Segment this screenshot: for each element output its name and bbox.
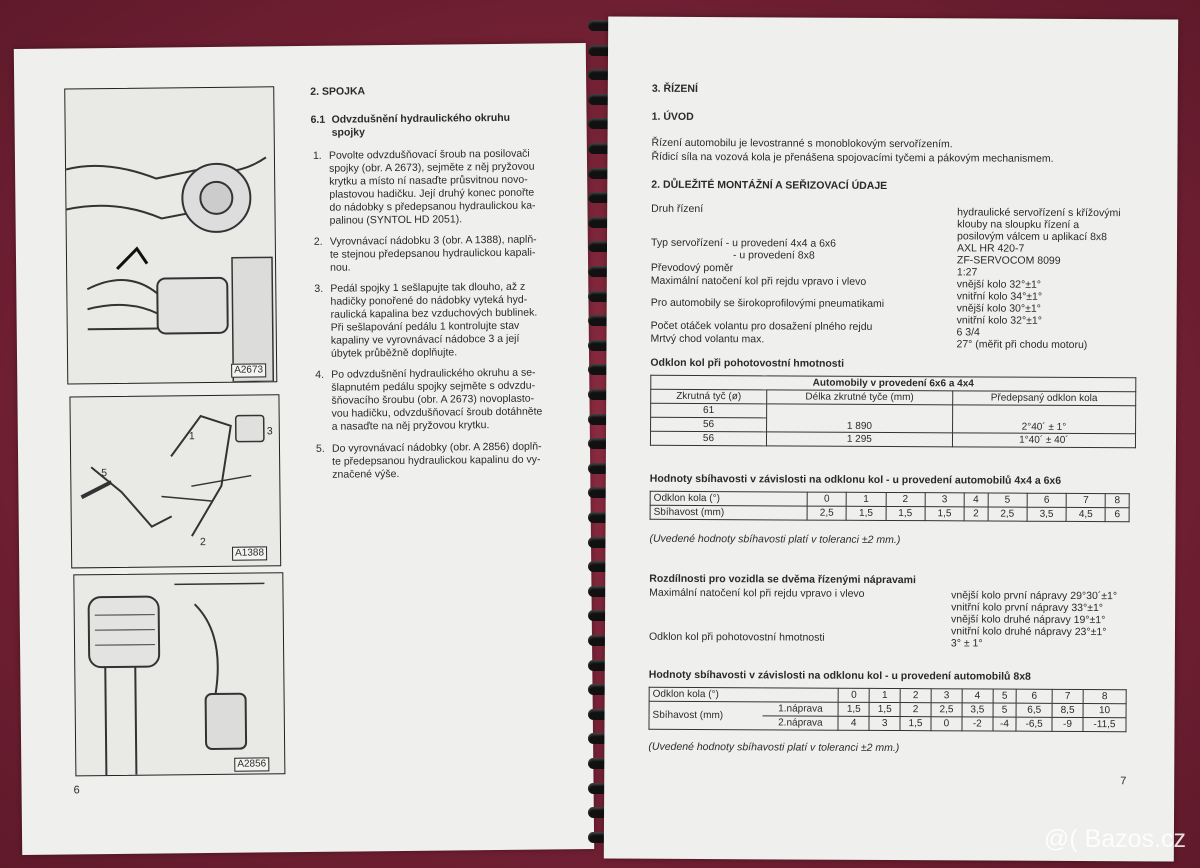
toe-title-4x4-6x6: Hodnoty sbíhavosti v závislosti na odklonu kol - u provedení automobilů 4x4 a 6x6 [649, 472, 1062, 487]
toe-table-8x8 [648, 687, 1126, 733]
camber-table [650, 375, 1136, 449]
camber-title: Odklon kol při pohotovostní hmotnosti [650, 356, 845, 370]
subsection-title-line1: Odvzdušnění hydraulického okruhu [331, 111, 511, 126]
toe-cell: 8 [1105, 494, 1129, 508]
toe-cell: 4 [964, 493, 988, 507]
toe-cell: 5 [993, 689, 1017, 703]
toe-cell: 10 [1083, 704, 1126, 718]
dual-axle-label: Odklon kol při pohotovostní hmotnosti [648, 630, 825, 644]
toe-cell: 5 [988, 493, 1027, 507]
toe-cell: -11,5 [1083, 718, 1126, 732]
spec-label: Převodový poměr [650, 261, 734, 275]
toe-cell: -9 [1052, 717, 1083, 731]
toe-cell: 4,5 [1066, 507, 1105, 521]
toe-cell: 5 [993, 703, 1017, 717]
spec-label: - u provedení 8x8 [732, 249, 815, 262]
spec-value: 6 3/4 [956, 326, 980, 339]
spec-label: Druh řízení [651, 202, 704, 216]
toe-cell: 3,5 [1027, 507, 1066, 521]
toe-cell: 2,5 [931, 703, 962, 717]
toe-cell: 0 [931, 717, 962, 731]
camber-header: Předepsaný odklon kola [952, 391, 1135, 406]
toe-cell: 8 [1083, 690, 1126, 704]
toe-cell: 1,5 [925, 507, 964, 521]
camber-cell: 2°40´ ± 1° [952, 405, 1135, 434]
callout-2: 2 [199, 536, 206, 549]
toe-cell: 1,5 [838, 702, 869, 716]
step-line: a nasaďte na něj pryžovou krytku. [331, 419, 490, 433]
toe-cell: 6 [1016, 689, 1052, 703]
dual-axle-value: vnitřní kolo první nápravy 33°±1° [951, 601, 1104, 615]
toe-cell: 6,5 [1016, 703, 1052, 717]
toe-title-8x8: Hodnoty sbíhavosti v závislosti na odklonu kol - u provedení automobilů 8x8 [648, 668, 1031, 683]
callout-1: 1 [188, 430, 195, 443]
step-number: 5. [315, 442, 325, 455]
spec-value: vnitřní kolo 32°±1° [956, 314, 1043, 327]
step-line: plastovou hadičku. Její druhý konec ponořte [329, 186, 535, 201]
callout-5: 5 [101, 467, 108, 480]
step-line: Pedál spojky 1 sešlapujte tak dlouho, až z [330, 280, 526, 295]
spec-value: vnitřní kolo 34°±1° [956, 290, 1043, 303]
toe-cell: 2 [964, 507, 988, 521]
step-line: krytku a místo ní nasaďte průsvitnou novo- [329, 173, 528, 188]
toe-cell: 1,5 [886, 506, 925, 520]
step-number: 1. [312, 149, 322, 162]
step-line: vou hadičku, odvzdušňovací šroub dotáhněte [331, 405, 543, 420]
camber-cell: 56 [650, 431, 766, 446]
toe-cell: 2,5 [988, 507, 1027, 521]
step-line: Do vyrovnávací nádobky (obr. A 2856) doplň- [331, 440, 542, 455]
toe-cell: -6,5 [1016, 717, 1052, 731]
step-line: úbytek průběžně doplňujte. [330, 346, 458, 360]
camber-header: Délka zkrutné tyče (mm) [767, 390, 953, 405]
camber-cell: 1°40´ ± 40´ [952, 433, 1135, 448]
toe-cell: 3 [869, 716, 900, 730]
spec-value: ZF-SERVOCOM 8099 [956, 254, 1061, 267]
subsection-number: 6.1 [310, 113, 326, 126]
step-line: te předepsanou hydraulickou kapalinu do vy- [332, 453, 541, 468]
toe-cell: 4 [838, 716, 869, 730]
step-number: 3. [314, 282, 324, 295]
toe-table-4x4-6x6 [650, 491, 1130, 523]
step-line: šlapnutém pedálu spojky sejměte s odvzdu- [331, 379, 536, 394]
left-page [14, 43, 594, 855]
toe-cell: 7 [1052, 689, 1083, 703]
toe-cell: 0 [807, 492, 846, 506]
step-line: Vyrovnávací nádobku 3 (obr. A 1388), naplň- [329, 233, 537, 248]
spec-label: Typ servořízení - u provedení 4x4 a 6x6 [650, 236, 837, 250]
tolerance-note: (Uvedené hodnoty sbíhavosti platí v toleranci ±2 mm.) [648, 740, 900, 755]
figure-a2856 [73, 572, 285, 776]
toe-row-label: Sbíhavost (mm) [650, 505, 807, 520]
figure-a2856-drawing [74, 573, 284, 775]
toe-cell: 2,5 [807, 506, 846, 520]
subsection-title-line2: spojky [331, 126, 366, 139]
toe-row-label: Odklon kola (°) [649, 687, 838, 702]
step-number: 4. [315, 368, 325, 381]
toe-cell: 4 [962, 689, 993, 703]
toe-cell: -2 [962, 717, 993, 731]
dual-axle-value: vnitřní kolo druhé nápravy 23°±1° [950, 625, 1107, 639]
step-line: te stejnou předepsanou hydraulickou kapali- [329, 246, 536, 261]
callout-3: 3 [266, 425, 273, 438]
step-line: nou. [330, 261, 351, 274]
figure-a1388-drawing [70, 395, 280, 567]
toe-cell: 1,5 [869, 702, 900, 716]
tolerance-note: (Uvedené hodnoty sbíhavosti platí v toleranci ±2 mm.) [649, 532, 901, 547]
toe-cell: 1 [869, 688, 900, 702]
intro-line: Řízení automobilu je levostranné s monoblokovým servořízením. [651, 136, 953, 151]
toe-cell: 6 [1105, 508, 1129, 522]
camber-cell: 1 295 [766, 432, 952, 447]
figure-a2673-drawing [65, 87, 276, 383]
spec-value: 27° (měřit při chodu motoru) [956, 338, 1088, 352]
spec-value: vnější kolo 32°±1° [956, 278, 1042, 291]
toe-row-label: Sbíhavost (mm) [649, 701, 763, 730]
toe-cell: 1,5 [900, 717, 931, 731]
spec-value: posilovým válcem u aplikací 8x8 [957, 230, 1108, 244]
toe-cell: 1 [846, 492, 885, 506]
figure-label-a2673: A2673 [231, 363, 266, 377]
toe-axle-label: 2.náprava [763, 716, 838, 730]
spec-value: hydraulické servořízení s křížovými [957, 206, 1121, 220]
step-line: palinou (SYNTOL HD 2051). [329, 213, 463, 227]
specs-title: 2. DŮLEŽITÉ MONTÁŽNÍ A SEŘIZOVACÍ ÚDAJE [651, 178, 888, 192]
dual-axle-value: vnější kolo druhé nápravy 19°±1° [951, 613, 1106, 627]
toe-cell: 2 [900, 689, 931, 703]
right-page [604, 17, 1178, 862]
step-line: spojky (obr. A 2673), sejměte z něj pryžovou [329, 160, 535, 175]
camber-cell: 1 890 [767, 404, 953, 433]
dual-axle-title: Rozdílnosti pro vozidla se dvěma řízenými nápravami [649, 572, 916, 587]
spec-value: 1:27 [956, 266, 978, 279]
step-line: kapaliny ve vyrovnávací nádobce 3 a její [330, 332, 520, 347]
toe-cell: 0 [838, 688, 869, 702]
dual-axle-value: vnější kolo první nápravy 29°30´±1° [951, 589, 1118, 603]
spec-value: vnější kolo 30°±1° [956, 302, 1041, 315]
step-number: 2. [313, 235, 323, 248]
figure-label-a1388: A1388 [232, 546, 267, 560]
figure-a1388 [69, 394, 281, 568]
spec-value: AXL HR 420-7 [956, 242, 1025, 255]
step-line: Povolte odvzdušňovací šroub na posilovači [328, 147, 530, 162]
camber-cell: 61 [651, 403, 767, 418]
figure-label-a2856: A2856 [234, 757, 269, 771]
toe-cell: 3 [925, 493, 964, 507]
step-line: Po odvzdušnění hydraulického okruhu a se- [331, 366, 536, 381]
camber-header: Zkrutná tyč (ø) [651, 389, 767, 404]
page-number-left: 6 [73, 784, 80, 797]
spec-label: Maximální natočení kol při rejdu vpravo i vlevo [650, 274, 867, 288]
toe-cell: 3,5 [962, 703, 993, 717]
spec-value: klouby na sloupku řízení a [957, 218, 1080, 231]
figure-a2673 [64, 86, 277, 384]
spec-label: Počet otáček volantu pro dosažení plného rejdu [650, 319, 873, 333]
step-line: šňovacího šroubu (obr. A 2673) novoplasto- [331, 392, 535, 407]
toe-cell: 1,5 [846, 506, 885, 520]
toe-cell: -4 [993, 717, 1017, 731]
step-line: do nádobky s předepsanou hydraulickou ka- [329, 199, 536, 214]
step-line: hadičky ponořené do nádobky vyteká hyd- [330, 293, 528, 308]
toe-row-label: Odklon kola (°) [650, 491, 807, 506]
page-number-right: 7 [1120, 775, 1127, 788]
step-line: značené výše. [332, 468, 400, 481]
toe-cell: 6 [1027, 493, 1066, 507]
spec-label: Mrtvý chod volantu max. [650, 332, 765, 346]
dual-axle-value: 3° ± 1° [950, 637, 983, 650]
toe-cell: 8,5 [1052, 703, 1083, 717]
intro-line: Řídicí síla na vozová kola je přenášena spojovacími tyčemi a pákovým mechanismem. [651, 150, 1054, 165]
section-title-rizeni: 3. ŘÍZENÍ [651, 82, 698, 95]
intro-title: 1. ÚVOD [651, 110, 694, 123]
toe-cell: 7 [1066, 493, 1105, 507]
section-title-spojka: 2. SPOJKA [310, 85, 366, 98]
toe-axle-label: 1.náprava [763, 702, 838, 716]
spec-label: Pro automobily se širokoprofilovými pneumatikami [650, 296, 885, 310]
watermark: @( Bazos.cz [1043, 825, 1186, 853]
step-line: raulická kapalina bez vzduchových bublinek. [330, 306, 538, 321]
camber-cell: 56 [651, 417, 767, 432]
step-line: Při sešlapování pedálu 1 kontrolujte stav [330, 319, 520, 334]
toe-cell: 2 [886, 492, 925, 506]
camber-table-caption: Automobily v provedení 6x6 a 4x4 [651, 375, 1136, 392]
toe-cell: 3 [931, 689, 962, 703]
dual-axle-label: Maximální natočení kol při rejdu vpravo i vlevo [649, 586, 865, 600]
toe-cell: 2 [900, 703, 931, 717]
